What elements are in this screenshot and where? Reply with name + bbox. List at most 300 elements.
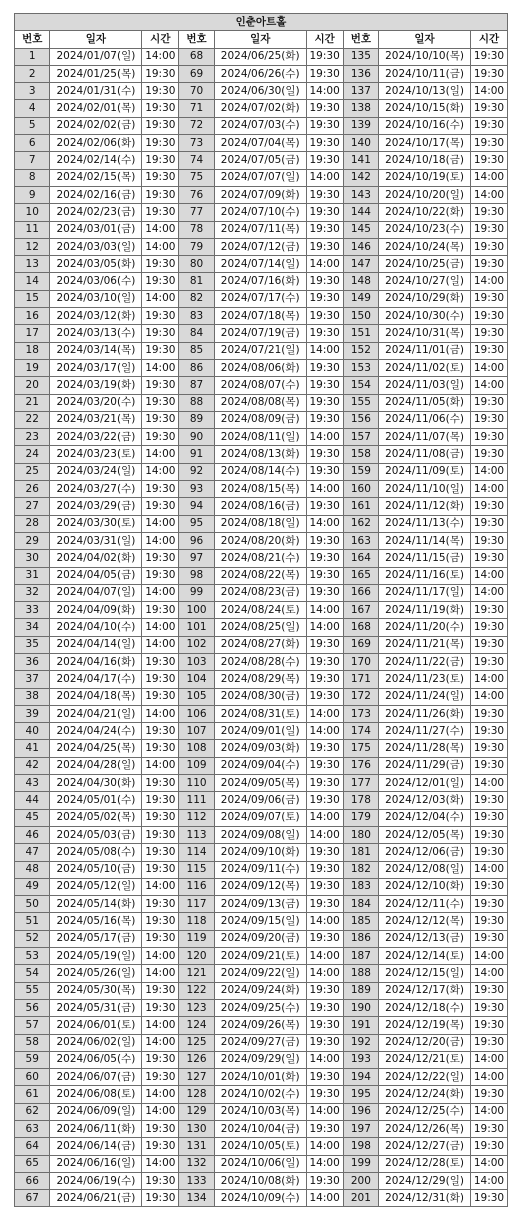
cell-date[interactable]: 2024/03/22(금) [50,429,142,446]
cell-date[interactable]: 2024/04/02(화) [50,550,142,567]
cell-date[interactable]: 2024/07/16(화) [214,273,306,290]
cell-number[interactable]: 93 [179,481,214,498]
cell-time[interactable]: 19:30 [142,861,179,878]
cell-date[interactable]: 2024/03/27(수) [50,481,142,498]
cell-time[interactable]: 19:30 [306,359,343,376]
cell-time[interactable]: 19:30 [470,982,507,999]
cell-date[interactable]: 2024/03/01(금) [50,221,142,238]
cell-date[interactable]: 2024/05/19(일) [50,948,142,965]
cell-time[interactable]: 19:30 [306,878,343,895]
cell-time[interactable]: 19:30 [306,844,343,861]
cell-date[interactable]: 2024/07/11(목) [214,221,306,238]
cell-time[interactable]: 19:30 [306,757,343,774]
cell-number[interactable]: 48 [15,861,50,878]
cell-time[interactable]: 19:30 [142,653,179,670]
cell-date[interactable]: 2024/09/27(금) [214,1034,306,1051]
cell-date[interactable]: 2024/01/25(목) [50,65,142,82]
cell-number[interactable]: 182 [343,861,378,878]
cell-number[interactable]: 143 [343,186,378,203]
cell-date[interactable]: 2024/04/17(수) [50,671,142,688]
cell-date[interactable]: 2024/03/31(일) [50,532,142,549]
cell-time[interactable]: 19:30 [470,1121,507,1138]
cell-time[interactable]: 14:00 [470,1051,507,1068]
cell-time[interactable]: 14:00 [306,83,343,100]
cell-time[interactable]: 19:30 [306,1121,343,1138]
cell-number[interactable]: 10 [15,204,50,221]
cell-number[interactable]: 51 [15,913,50,930]
cell-number[interactable]: 3 [15,83,50,100]
cell-number[interactable]: 102 [179,636,214,653]
cell-number[interactable]: 130 [179,1121,214,1138]
cell-date[interactable]: 2024/09/26(목) [214,1017,306,1034]
cell-date[interactable]: 2024/06/11(화) [50,1121,142,1138]
cell-number[interactable]: 25 [15,463,50,480]
cell-number[interactable]: 26 [15,481,50,498]
cell-date[interactable]: 2024/12/28(토) [379,1155,471,1172]
cell-date[interactable]: 2024/02/02(금) [50,117,142,134]
cell-number[interactable]: 72 [179,117,214,134]
cell-date[interactable]: 2024/07/18(목) [214,308,306,325]
cell-time[interactable]: 14:00 [142,446,179,463]
cell-number[interactable]: 52 [15,930,50,947]
cell-date[interactable]: 2024/08/31(토) [214,705,306,722]
cell-time[interactable]: 19:30 [142,723,179,740]
cell-date[interactable]: 2024/12/17(화) [379,982,471,999]
cell-time[interactable]: 14:00 [142,359,179,376]
cell-time[interactable]: 14:00 [470,861,507,878]
cell-date[interactable]: 2024/11/24(일) [379,688,471,705]
cell-number[interactable]: 16 [15,308,50,325]
cell-number[interactable]: 140 [343,135,378,152]
cell-number[interactable]: 1 [15,48,50,65]
cell-time[interactable]: 19:30 [470,100,507,117]
cell-number[interactable]: 174 [343,723,378,740]
cell-date[interactable]: 2024/11/09(토) [379,463,471,480]
cell-time[interactable]: 14:00 [306,1051,343,1068]
cell-time[interactable]: 19:30 [306,498,343,515]
cell-number[interactable]: 164 [343,550,378,567]
cell-time[interactable]: 19:30 [306,290,343,307]
cell-number[interactable]: 184 [343,896,378,913]
cell-number[interactable]: 64 [15,1138,50,1155]
cell-time[interactable]: 14:00 [470,1155,507,1172]
cell-date[interactable]: 2024/04/07(일) [50,584,142,601]
cell-date[interactable]: 2024/12/05(목) [379,826,471,843]
cell-time[interactable]: 14:00 [306,948,343,965]
cell-number[interactable]: 123 [179,999,214,1016]
cell-date[interactable]: 2024/08/23(금) [214,584,306,601]
header-time[interactable]: 시간 [470,31,507,48]
cell-time[interactable]: 19:30 [142,602,179,619]
cell-number[interactable]: 139 [343,117,378,134]
cell-date[interactable]: 2024/09/07(토) [214,809,306,826]
cell-number[interactable]: 186 [343,930,378,947]
cell-time[interactable]: 14:00 [142,619,179,636]
cell-number[interactable]: 95 [179,515,214,532]
cell-number[interactable]: 141 [343,152,378,169]
cell-time[interactable]: 19:30 [470,550,507,567]
cell-time[interactable]: 19:30 [470,913,507,930]
cell-date[interactable]: 2024/07/21(일) [214,342,306,359]
cell-number[interactable]: 75 [179,169,214,186]
cell-date[interactable]: 2024/07/09(화) [214,186,306,203]
cell-number[interactable]: 35 [15,636,50,653]
cell-date[interactable]: 2024/07/12(금) [214,238,306,255]
cell-time[interactable]: 14:00 [470,463,507,480]
cell-number[interactable]: 189 [343,982,378,999]
cell-date[interactable]: 2024/10/10(목) [379,48,471,65]
cell-date[interactable]: 2024/11/03(일) [379,377,471,394]
cell-time[interactable]: 19:30 [142,429,179,446]
cell-time[interactable]: 19:30 [470,740,507,757]
cell-number[interactable]: 4 [15,100,50,117]
cell-number[interactable]: 151 [343,325,378,342]
cell-time[interactable]: 19:30 [142,809,179,826]
cell-date[interactable]: 2024/10/15(화) [379,100,471,117]
cell-time[interactable]: 14:00 [470,481,507,498]
cell-number[interactable]: 120 [179,948,214,965]
header-date[interactable]: 일자 [379,31,471,48]
cell-number[interactable]: 18 [15,342,50,359]
cell-time[interactable]: 14:00 [470,1069,507,1086]
cell-time[interactable]: 19:30 [142,999,179,1016]
cell-date[interactable]: 2024/07/07(일) [214,169,306,186]
cell-number[interactable]: 131 [179,1138,214,1155]
cell-number[interactable]: 86 [179,359,214,376]
cell-number[interactable]: 156 [343,411,378,428]
cell-time[interactable]: 19:30 [142,100,179,117]
cell-time[interactable]: 19:30 [470,204,507,221]
cell-number[interactable]: 106 [179,705,214,722]
cell-time[interactable]: 14:00 [470,688,507,705]
cell-date[interactable]: 2024/04/16(화) [50,653,142,670]
cell-date[interactable]: 2024/09/06(금) [214,792,306,809]
cell-date[interactable]: 2024/04/28(일) [50,757,142,774]
cell-time[interactable]: 14:00 [142,238,179,255]
cell-time[interactable]: 19:30 [306,1017,343,1034]
cell-date[interactable]: 2024/03/14(목) [50,342,142,359]
cell-number[interactable]: 105 [179,688,214,705]
cell-date[interactable]: 2024/10/01(화) [214,1069,306,1086]
cell-date[interactable]: 2024/06/01(토) [50,1017,142,1034]
cell-time[interactable]: 19:30 [470,429,507,446]
cell-time[interactable]: 19:30 [306,446,343,463]
cell-date[interactable]: 2024/03/03(일) [50,238,142,255]
cell-date[interactable]: 2024/07/04(목) [214,135,306,152]
cell-time[interactable]: 14:00 [306,602,343,619]
cell-date[interactable]: 2024/09/12(목) [214,878,306,895]
cell-number[interactable]: 17 [15,325,50,342]
cell-date[interactable]: 2024/10/25(금) [379,256,471,273]
cell-date[interactable]: 2024/08/18(일) [214,515,306,532]
cell-time[interactable]: 14:00 [142,1103,179,1120]
cell-date[interactable]: 2024/09/20(금) [214,930,306,947]
cell-time[interactable]: 19:30 [142,913,179,930]
cell-date[interactable]: 2024/06/09(일) [50,1103,142,1120]
cell-time[interactable]: 19:30 [142,844,179,861]
cell-number[interactable]: 137 [343,83,378,100]
cell-number[interactable]: 195 [343,1086,378,1103]
cell-time[interactable]: 19:30 [470,705,507,722]
cell-time[interactable]: 19:30 [306,688,343,705]
cell-date[interactable]: 2024/06/21(금) [50,1190,142,1207]
cell-date[interactable]: 2024/07/14(일) [214,256,306,273]
cell-date[interactable]: 2024/07/19(금) [214,325,306,342]
cell-time[interactable]: 19:30 [470,844,507,861]
cell-number[interactable]: 161 [343,498,378,515]
cell-time[interactable]: 19:30 [142,498,179,515]
cell-number[interactable]: 38 [15,688,50,705]
cell-time[interactable]: 14:00 [142,878,179,895]
cell-date[interactable]: 2024/11/27(수) [379,723,471,740]
cell-date[interactable]: 2024/12/10(화) [379,878,471,895]
cell-date[interactable]: 2024/12/13(금) [379,930,471,947]
cell-number[interactable]: 2 [15,65,50,82]
cell-number[interactable]: 183 [343,878,378,895]
cell-date[interactable]: 2024/05/16(목) [50,913,142,930]
cell-date[interactable]: 2024/03/05(화) [50,256,142,273]
cell-date[interactable]: 2024/09/10(화) [214,844,306,861]
cell-time[interactable]: 19:30 [470,757,507,774]
cell-number[interactable]: 71 [179,100,214,117]
cell-date[interactable]: 2024/11/21(목) [379,636,471,653]
cell-number[interactable]: 101 [179,619,214,636]
cell-number[interactable]: 49 [15,878,50,895]
cell-time[interactable]: 14:00 [470,273,507,290]
header-date[interactable]: 일자 [214,31,306,48]
cell-date[interactable]: 2024/05/10(금) [50,861,142,878]
cell-time[interactable]: 19:30 [142,411,179,428]
cell-time[interactable]: 19:30 [306,584,343,601]
cell-time[interactable]: 14:00 [142,1155,179,1172]
cell-number[interactable]: 124 [179,1017,214,1034]
cell-time[interactable]: 14:00 [142,290,179,307]
cell-time[interactable]: 19:30 [306,671,343,688]
cell-number[interactable]: 148 [343,273,378,290]
cell-number[interactable]: 54 [15,965,50,982]
cell-number[interactable]: 178 [343,792,378,809]
cell-date[interactable]: 2024/08/15(목) [214,481,306,498]
cell-number[interactable]: 34 [15,619,50,636]
cell-number[interactable]: 76 [179,186,214,203]
cell-time[interactable]: 19:30 [306,186,343,203]
cell-number[interactable]: 104 [179,671,214,688]
cell-number[interactable]: 45 [15,809,50,826]
cell-date[interactable]: 2024/04/25(목) [50,740,142,757]
cell-date[interactable]: 2024/10/29(화) [379,290,471,307]
cell-date[interactable]: 2024/11/23(토) [379,671,471,688]
cell-number[interactable]: 27 [15,498,50,515]
cell-number[interactable]: 39 [15,705,50,722]
cell-number[interactable]: 175 [343,740,378,757]
cell-number[interactable]: 31 [15,567,50,584]
cell-number[interactable]: 87 [179,377,214,394]
cell-number[interactable]: 177 [343,775,378,792]
cell-number[interactable]: 28 [15,515,50,532]
cell-date[interactable]: 2024/10/31(목) [379,325,471,342]
cell-date[interactable]: 2024/09/01(일) [214,723,306,740]
cell-number[interactable]: 15 [15,290,50,307]
cell-number[interactable]: 154 [343,377,378,394]
cell-time[interactable]: 19:30 [306,1034,343,1051]
cell-time[interactable]: 14:00 [142,965,179,982]
cell-time[interactable]: 14:00 [470,359,507,376]
cell-date[interactable]: 2024/06/30(일) [214,83,306,100]
cell-time[interactable]: 19:30 [142,1069,179,1086]
cell-number[interactable]: 99 [179,584,214,601]
cell-number[interactable]: 33 [15,602,50,619]
cell-time[interactable]: 14:00 [306,723,343,740]
cell-time[interactable]: 19:30 [470,930,507,947]
cell-time[interactable]: 14:00 [470,948,507,965]
cell-number[interactable]: 162 [343,515,378,532]
cell-date[interactable]: 2024/10/17(목) [379,135,471,152]
cell-date[interactable]: 2024/05/14(화) [50,896,142,913]
cell-time[interactable]: 14:00 [306,1138,343,1155]
cell-date[interactable]: 2024/03/21(목) [50,411,142,428]
cell-time[interactable]: 19:30 [306,463,343,480]
header-time[interactable]: 시간 [306,31,343,48]
cell-date[interactable]: 2024/03/06(수) [50,273,142,290]
cell-date[interactable]: 2024/02/23(금) [50,204,142,221]
cell-time[interactable]: 19:30 [306,653,343,670]
cell-date[interactable]: 2024/08/09(금) [214,411,306,428]
cell-number[interactable]: 181 [343,844,378,861]
cell-time[interactable]: 19:30 [306,273,343,290]
cell-time[interactable]: 19:30 [142,342,179,359]
cell-date[interactable]: 2024/05/08(수) [50,844,142,861]
cell-number[interactable]: 66 [15,1172,50,1189]
cell-date[interactable]: 2024/01/07(일) [50,48,142,65]
cell-time[interactable]: 14:00 [142,584,179,601]
cell-time[interactable]: 19:30 [306,999,343,1016]
cell-date[interactable]: 2024/05/17(금) [50,930,142,947]
cell-date[interactable]: 2024/06/26(수) [214,65,306,82]
cell-time[interactable]: 19:30 [142,256,179,273]
cell-time[interactable]: 14:00 [470,671,507,688]
cell-time[interactable]: 14:00 [142,636,179,653]
cell-time[interactable]: 14:00 [306,169,343,186]
cell-number[interactable]: 61 [15,1086,50,1103]
cell-time[interactable]: 19:30 [306,135,343,152]
cell-number[interactable]: 37 [15,671,50,688]
cell-time[interactable]: 19:30 [306,100,343,117]
cell-date[interactable]: 2024/02/14(수) [50,152,142,169]
cell-number[interactable]: 196 [343,1103,378,1120]
cell-time[interactable]: 14:00 [306,913,343,930]
cell-date[interactable]: 2024/09/22(일) [214,965,306,982]
cell-time[interactable]: 19:30 [470,723,507,740]
cell-date[interactable]: 2024/09/25(수) [214,999,306,1016]
cell-number[interactable]: 69 [179,65,214,82]
cell-number[interactable]: 118 [179,913,214,930]
cell-time[interactable]: 14:00 [142,705,179,722]
cell-date[interactable]: 2024/04/21(일) [50,705,142,722]
cell-number[interactable]: 127 [179,1069,214,1086]
header-number[interactable]: 번호 [179,31,214,48]
cell-time[interactable]: 19:30 [142,135,179,152]
cell-number[interactable]: 199 [343,1155,378,1172]
cell-date[interactable]: 2024/10/02(수) [214,1086,306,1103]
cell-date[interactable]: 2024/08/11(일) [214,429,306,446]
cell-date[interactable]: 2024/04/18(목) [50,688,142,705]
cell-date[interactable]: 2024/08/16(금) [214,498,306,515]
cell-number[interactable]: 19 [15,359,50,376]
cell-time[interactable]: 14:00 [306,705,343,722]
cell-date[interactable]: 2024/03/23(토) [50,446,142,463]
cell-date[interactable]: 2024/11/13(수) [379,515,471,532]
cell-number[interactable]: 12 [15,238,50,255]
cell-number[interactable]: 89 [179,411,214,428]
cell-time[interactable]: 19:30 [306,48,343,65]
cell-number[interactable]: 74 [179,152,214,169]
cell-number[interactable]: 111 [179,792,214,809]
cell-number[interactable]: 44 [15,792,50,809]
cell-number[interactable]: 146 [343,238,378,255]
cell-date[interactable]: 2024/02/06(화) [50,135,142,152]
cell-date[interactable]: 2024/10/23(수) [379,221,471,238]
cell-number[interactable]: 6 [15,135,50,152]
cell-date[interactable]: 2024/06/02(일) [50,1034,142,1051]
cell-time[interactable]: 19:30 [142,377,179,394]
cell-number[interactable]: 142 [343,169,378,186]
cell-date[interactable]: 2024/12/04(수) [379,809,471,826]
cell-time[interactable]: 19:30 [470,1086,507,1103]
cell-time[interactable]: 19:30 [306,221,343,238]
cell-number[interactable]: 21 [15,394,50,411]
cell-date[interactable]: 2024/12/12(목) [379,913,471,930]
cell-number[interactable]: 79 [179,238,214,255]
cell-date[interactable]: 2024/08/25(일) [214,619,306,636]
cell-number[interactable]: 173 [343,705,378,722]
cell-time[interactable]: 19:30 [470,342,507,359]
cell-date[interactable]: 2024/05/01(수) [50,792,142,809]
cell-number[interactable]: 121 [179,965,214,982]
cell-number[interactable]: 108 [179,740,214,757]
cell-date[interactable]: 2024/12/11(수) [379,896,471,913]
cell-number[interactable]: 190 [343,999,378,1016]
cell-time[interactable]: 19:30 [470,636,507,653]
cell-number[interactable]: 114 [179,844,214,861]
cell-time[interactable]: 19:30 [470,65,507,82]
cell-number[interactable]: 166 [343,584,378,601]
cell-number[interactable]: 42 [15,757,50,774]
cell-date[interactable]: 2024/10/08(화) [214,1172,306,1189]
cell-number[interactable]: 91 [179,446,214,463]
cell-number[interactable]: 192 [343,1034,378,1051]
cell-date[interactable]: 2024/11/29(금) [379,757,471,774]
cell-date[interactable]: 2024/09/13(금) [214,896,306,913]
cell-number[interactable]: 41 [15,740,50,757]
cell-time[interactable]: 19:30 [470,515,507,532]
cell-time[interactable]: 14:00 [470,83,507,100]
cell-date[interactable]: 2024/03/17(일) [50,359,142,376]
cell-time[interactable]: 19:30 [306,896,343,913]
cell-number[interactable]: 167 [343,602,378,619]
cell-time[interactable]: 19:30 [306,394,343,411]
cell-time[interactable]: 14:00 [306,256,343,273]
cell-number[interactable]: 187 [343,948,378,965]
cell-date[interactable]: 2024/11/12(화) [379,498,471,515]
cell-number[interactable]: 185 [343,913,378,930]
cell-time[interactable]: 14:00 [470,186,507,203]
cell-date[interactable]: 2024/12/20(금) [379,1034,471,1051]
cell-time[interactable]: 19:30 [470,498,507,515]
cell-date[interactable]: 2024/04/14(일) [50,636,142,653]
cell-number[interactable]: 110 [179,775,214,792]
cell-date[interactable]: 2024/11/07(목) [379,429,471,446]
cell-number[interactable]: 132 [179,1155,214,1172]
